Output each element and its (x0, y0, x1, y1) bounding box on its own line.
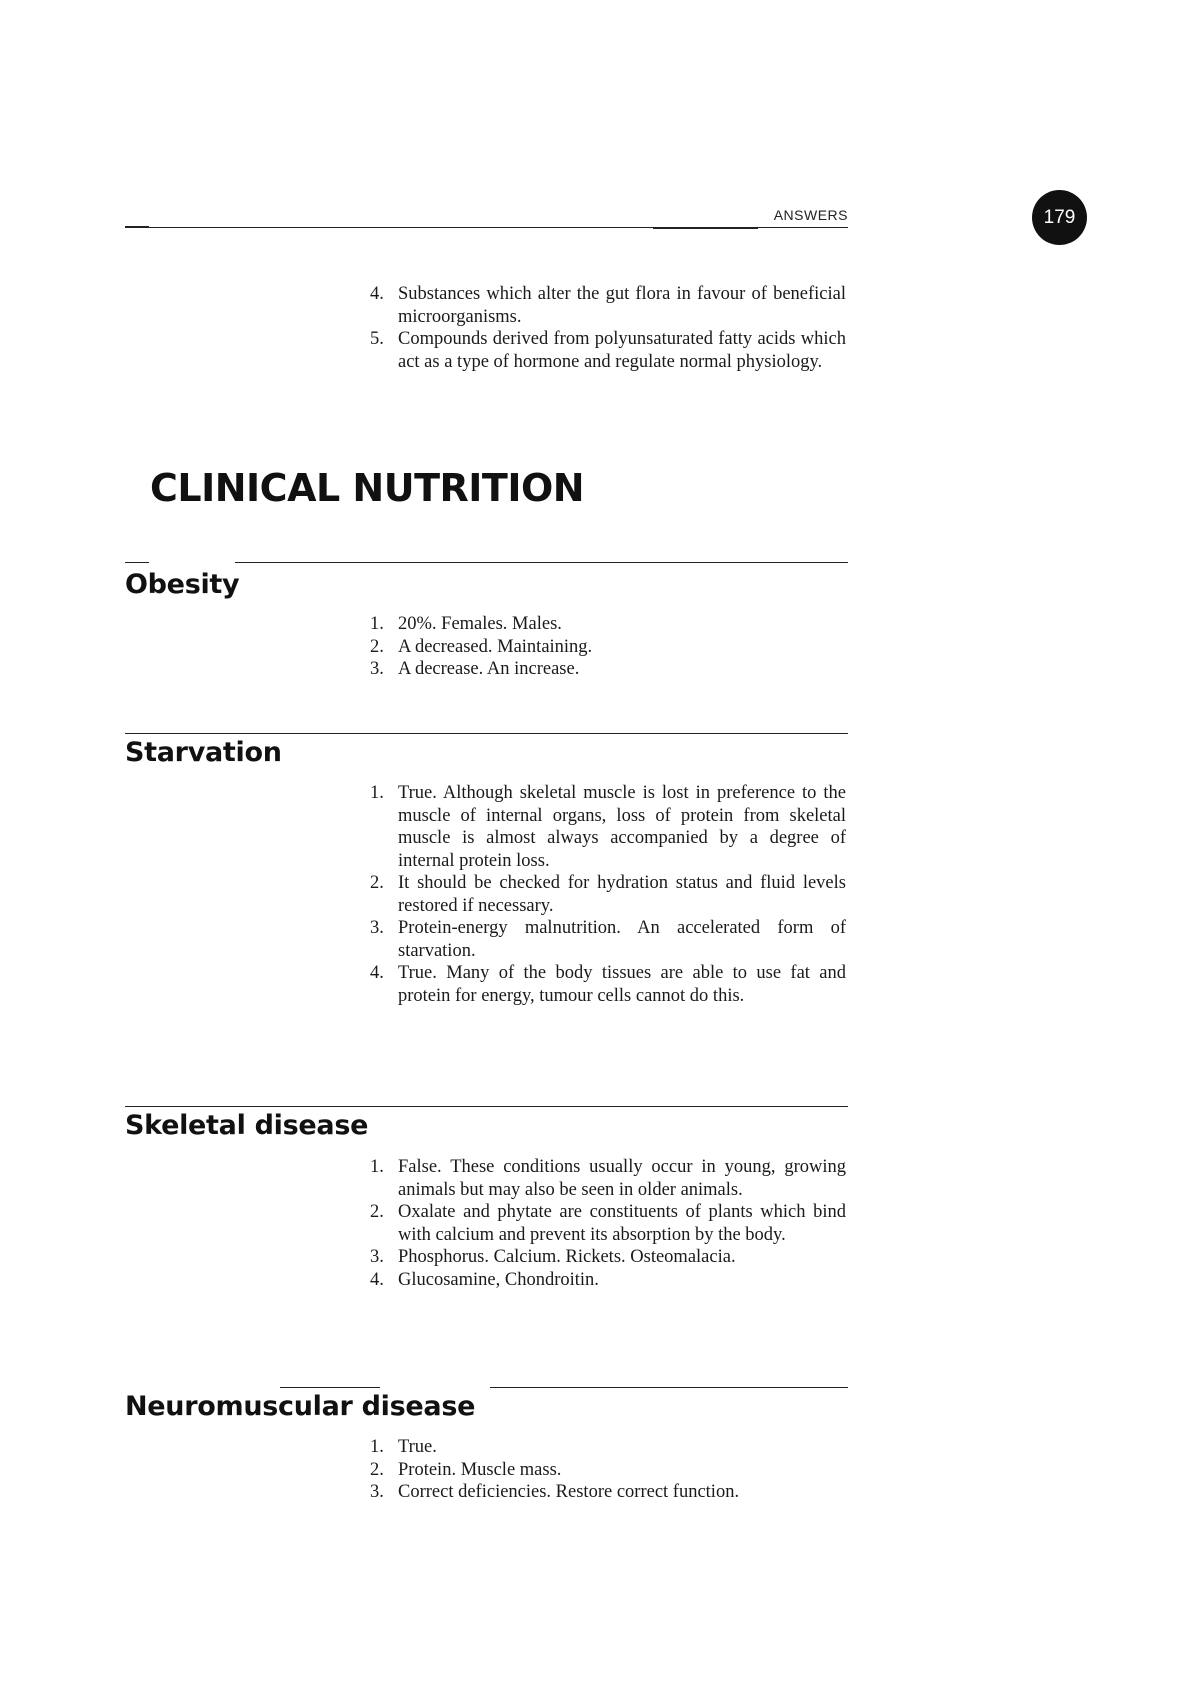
list-item: 3. A decrease. An increase. (370, 659, 580, 679)
list-item: 2. Protein. Muscle mass. (370, 1459, 562, 1480)
list-item: 4. True. Many of the body tissues are able to use fat and protein for energy, tumour cells cannot do this. (370, 963, 846, 1006)
chapter-title: CLINICAL NUTRITION (150, 466, 585, 510)
section-title-obesity: Obesity (125, 569, 240, 600)
header-rule (125, 227, 848, 228)
list-item: 1. False. These conditions usually occur in young, growing animals but may also be seen in older animals. (370, 1157, 846, 1200)
running-title: ANSWERS (773, 207, 848, 223)
list-item: 1. True. Although skeletal muscle is lost in preference to the muscle of internal organs, loss of protein from skeletal muscle is almost always accompanied by a degree of internal protein loss. (370, 783, 846, 871)
section-rule (125, 1106, 848, 1107)
list-item: 5. Compounds derived from polyunsaturated fatty acids which act as a type of hormone and regulate normal physiology. (370, 329, 846, 372)
obesity-answer-list (370, 613, 846, 681)
intro-answer-list (370, 283, 846, 373)
section-rule (125, 733, 848, 734)
running-header (125, 196, 848, 228)
page-number: 179 (1043, 206, 1076, 228)
section-rule-segment (280, 1387, 380, 1388)
list-item: 2. A decreased. Maintaining. (370, 636, 593, 657)
skeletal-answer-list (370, 1156, 846, 1291)
section-rule (235, 562, 848, 563)
section-title-starvation: Starvation (125, 737, 282, 768)
section-title-neuromuscular-disease: Neuromuscular disease (125, 1391, 476, 1422)
list-item: 3. Phosphorus. Calcium. Rickets. Osteomalacia. (370, 1247, 736, 1267)
section-title-skeletal-disease: Skeletal disease (125, 1110, 369, 1141)
list-item: 1. True. (370, 1437, 437, 1457)
list-item: 3. Protein-energy malnutrition. An accelerated form of starvation. (370, 918, 846, 961)
list-item: 2. It should be checked for hydration status and fluid levels restored if necessary. (370, 873, 846, 916)
list-item: 4. Glucosamine, Chondroitin. (370, 1269, 599, 1290)
list-item: 3. Correct deficiencies. Restore correct function. (370, 1482, 740, 1502)
list-item: 1. 20%. Females. Males. (370, 614, 562, 634)
section-rule (490, 1387, 848, 1388)
neuromuscular-answer-list (370, 1436, 846, 1504)
page-number-badge (1032, 190, 1087, 245)
list-item: 2. Oxalate and phytate are constituents of plants which bind with calcium and prevent its absorption by the body. (370, 1202, 846, 1245)
list-item: 4. Substances which alter the gut flora in favour of beneficial microorganisms. (370, 284, 846, 327)
section-rule-tick (125, 562, 149, 563)
starvation-answer-list (370, 782, 846, 1007)
